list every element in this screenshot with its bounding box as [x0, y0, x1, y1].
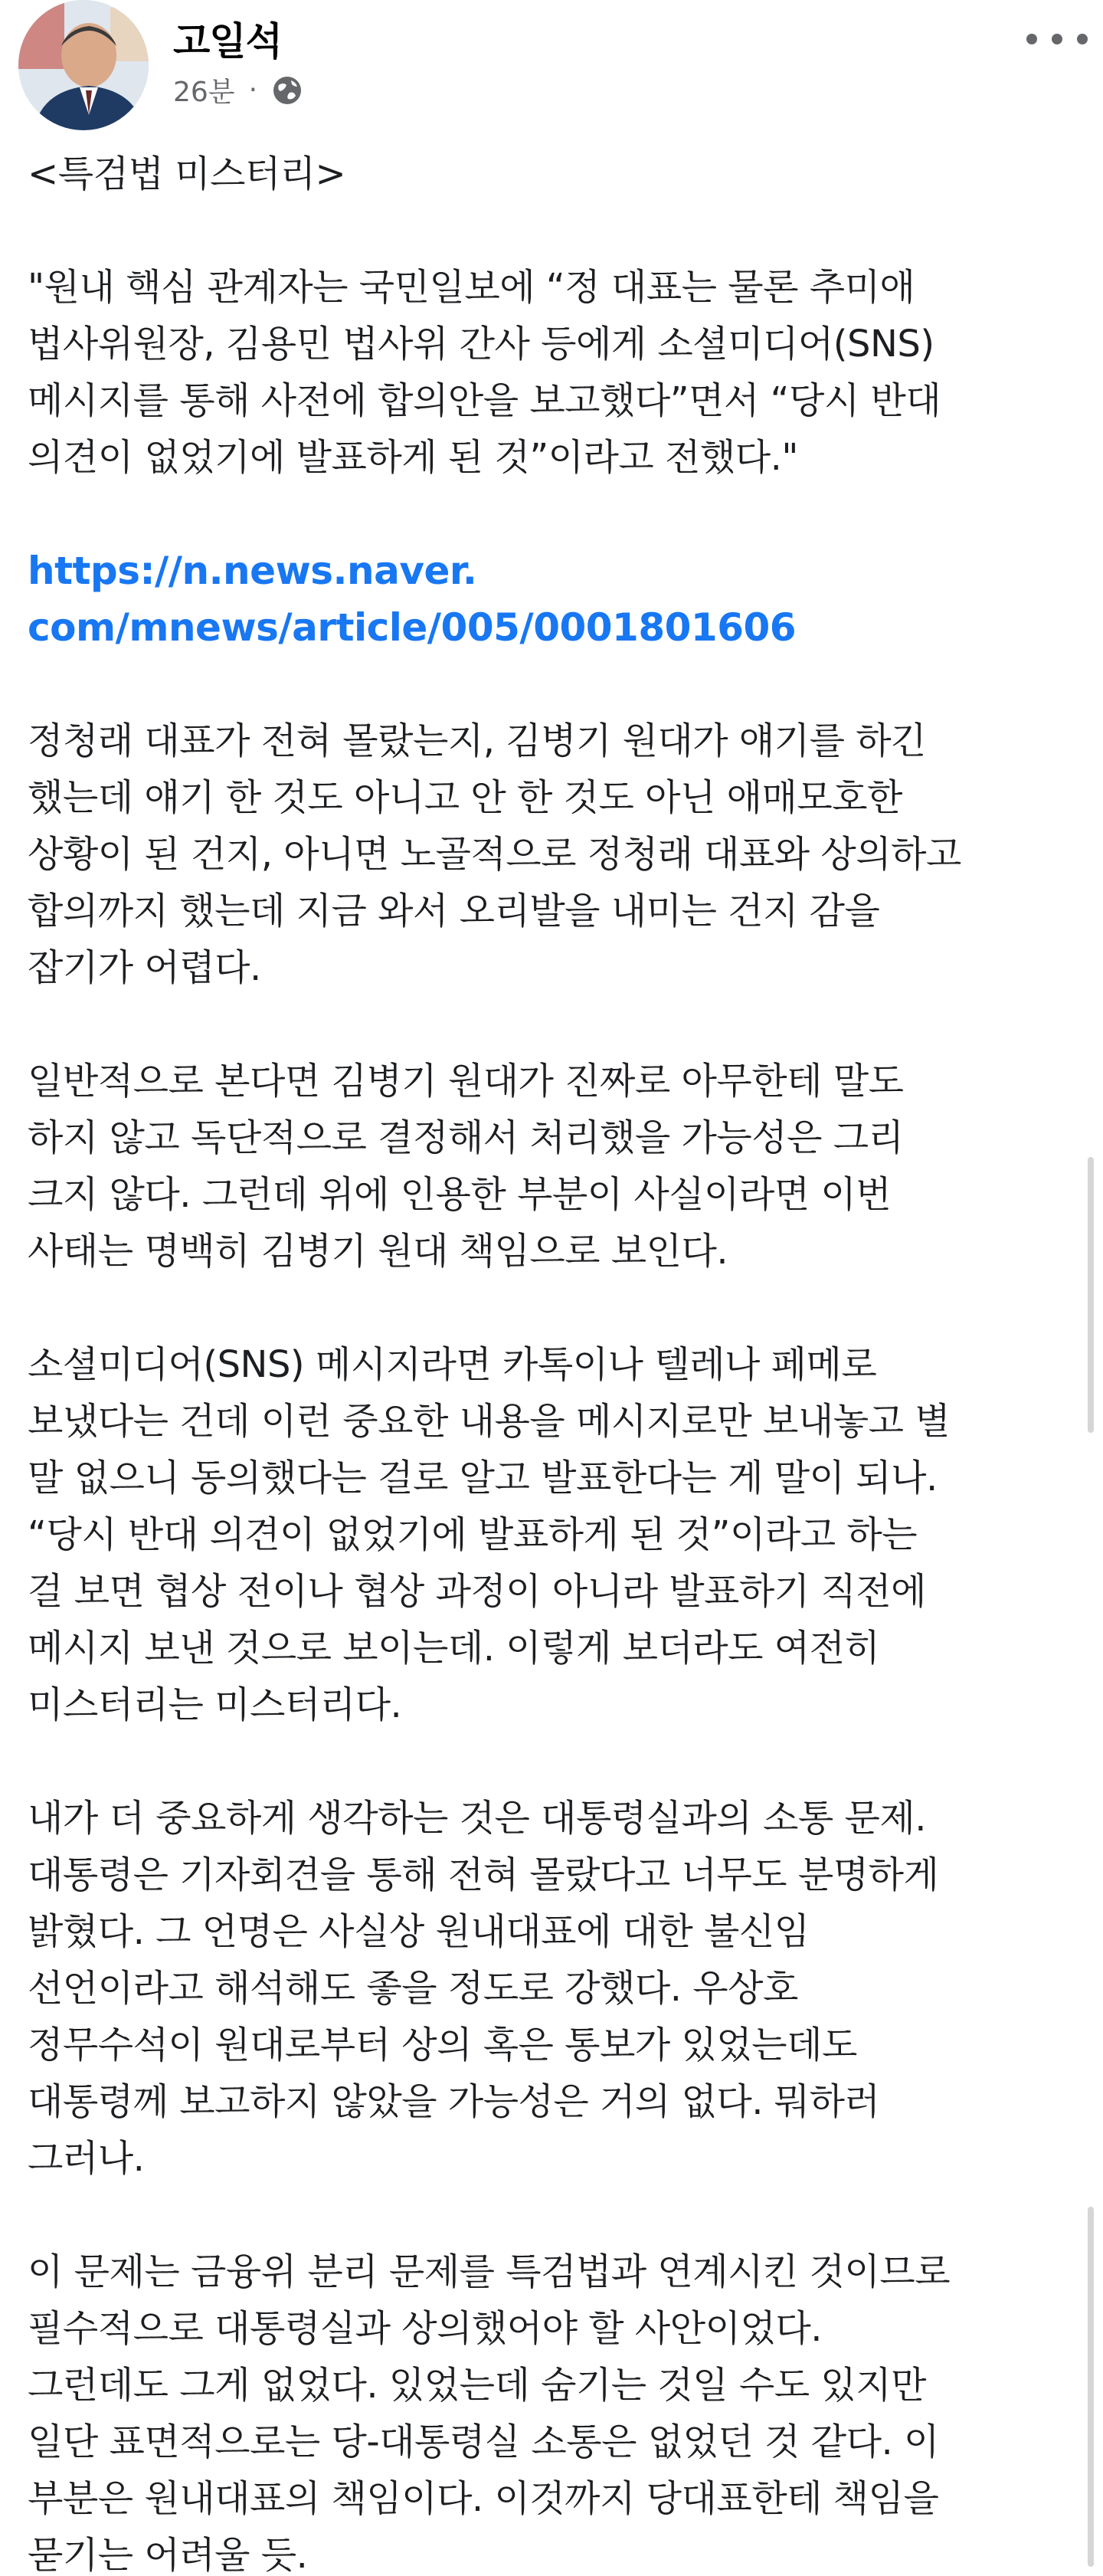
post-meta — [173, 70, 303, 110]
post-paragraph: 이 문제는 금융위 분리 문제를 특검법과 연계시킨 것이므로 필수적으로 대통령실과 상의했어야 할 사안이었다. 그런데도 그게 없었다. 있었는데 숨기는 것일 수도 있지만 일단 표면적으로는 당-대통령실 소통은 없었던 것 같다. 이 부분은 원내대표의 책임이다. 이것까지 당대표한테 책임을 묻기는 어려울 듯. — [28, 2250, 951, 2576]
scrollbar-thumb[interactable] — [1088, 1157, 1094, 1433]
author-name[interactable]: 고일석 — [173, 19, 282, 64]
globe-icon — [271, 74, 303, 107]
more-dot — [1052, 34, 1062, 44]
more-options-button[interactable] — [1026, 20, 1088, 58]
more-dot — [1026, 34, 1037, 44]
avatar-image — [18, 0, 149, 130]
post-paragraph: 내가 더 중요하게 생각하는 것은 대통령실과의 소통 문제. 대통령은 기자회견을 통해 전혀 몰랐다고 너무도 분명하게 밝혔다. 그 언명은 사실상 원내대표에 대한 불신임 선언이라고 해석해도 좋을 정도로 강했다. 우상호 정무수석이 원대로부터 상의 혹은 통보가 있었는데도 대통령께 보고하지 않았을 가능성은 거의 없다. 뭐하러 그러나. — [28, 1797, 939, 2180]
post-paragraph: 정청래 대표가 전혀 몰랐는지, 김병기 원대가 얘기를 하긴 했는데 얘기 한 것도 아니고 안 한 것도 아닌 애매모호한 상황이 된 건지, 아니면 노골적으로 정청래 대표와 상의하고 합의까지 했는데 지금 와서 오리발을 내미는 건지 감을 잡기가 어렵다. — [28, 719, 961, 989]
avatar[interactable] — [18, 0, 149, 130]
post-time[interactable]: 26분 — [173, 77, 235, 108]
meta-separator: · — [248, 74, 258, 106]
scrollbar-thumb[interactable] — [1088, 2207, 1094, 2567]
more-dot — [1077, 34, 1088, 44]
post-header — [0, 0, 1103, 146]
post-paragraph: "원내 핵심 관계자는 국민일보에 “정 대표는 물론 추미애 법사위원장, 김용민 법사위 간사 등에게 소셜미디어(SNS) 메시지를 통해 사전에 합의안을 보고했다”면서 “당시 반대 의견이 없었기에 발표하게 된 것”이라고 전했다." — [28, 266, 941, 479]
post-paragraph: 일반적으로 본다면 김병기 원대가 진짜로 아무한테 말도 하지 않고 독단적으로 결정해서 처리했을 가능성은 그리 크지 않다. 그런데 위에 인용한 부분이 사실이라면 이번 사태는 명백히 김병기 원대 책임으로 보인다. — [28, 1060, 904, 1273]
post-paragraph: <특검법 미스터리> — [28, 152, 346, 195]
article-link[interactable]: https://n.news.naver. com/mnews/article/005/0001801606 — [28, 549, 797, 650]
post-body — [28, 146, 1069, 2576]
post-paragraph: 소셜미디어(SNS) 메시지라면 카톡이나 텔레나 페메로 보냈다는 건데 이런 중요한 내용을 메시지로만 보내놓고 별 말 없으니 동의했다는 걸로 알고 발표한다는 게 말이 되나. “당시 반대 의견이 없었기에 발표하게 된 것”이라고 하는 걸 보면 협상 전이나 협상 과정이 아니라 발표하기 직전에 메시지 보낸 것으로 보이는데. 이렇게 보더라도 여전히 미스터리는 미스터리다. — [28, 1343, 951, 1726]
